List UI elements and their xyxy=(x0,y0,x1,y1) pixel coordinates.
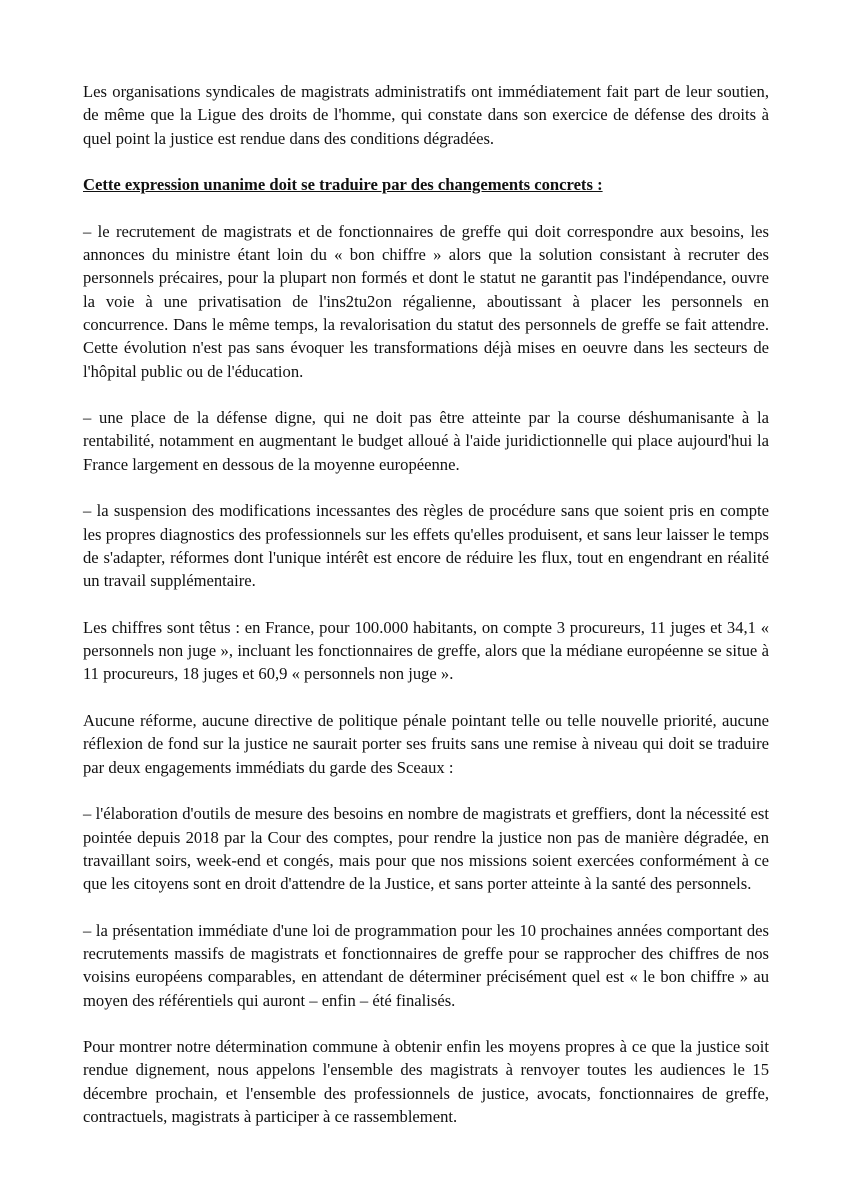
document-page xyxy=(83,80,769,1152)
paragraph-support: Les organisations syndicales de magistrats administratifs ont immédiatement fait part de leur soutien, de même que la Ligue des droits de l'homme, qui constate dans son exercice de défense des droits à quel point la justice est rendue dans des conditions dégradées. xyxy=(83,82,769,148)
section-heading: Cette expression unanime doit se traduire par des changements concrets : xyxy=(83,175,603,195)
paragraph-call-to-action: Pour montrer notre détermination commune à obtenir enfin les moyens propres à ce que la justice soit rendue dignement, nous appelons l'ensemble des magistrats à renvoyer toutes les audiences le 15 décembre prochain, et l'ensemble des professionnels de justice, avocats, fonctionnaires de greffe, contractuels, magistrats à participer à ce rassemblement. xyxy=(83,1037,769,1127)
paragraph-recruitment: – le recrutement de magistrats et de fonctionnaires de greffe qui doit correspondre aux besoins, les annonces du ministre étant loin du « bon chiffre » alors que la solution consistant à recruter des personnels précaires, pour la plupart non formés et dont le statut ne garantit pas l'indépendance, ouvre la voie à une privatisation de l'ins2tu2on régalienne, aboutissant à placer les personnels en concurrence. Dans le même temps, la revalorisation du statut des personnels de greffe se fait attendre. Cette évolution n'est pas sans évoquer les transformations déjà mises en oeuvre dans les secteurs de l'hôpital public ou de l'éducation. xyxy=(83,221,769,381)
paragraph-measurement-tools: – l'élaboration d'outils de mesure des besoins en nombre de magistrats et greffiers, dont la nécessité est pointée depuis 2018 par la Cour des comptes, pour rendre la justice non pas de manière dégradée, en travaillant soirs, week-end et congés, mais pour que nos missions soient exercées conformément à ce que les citoyens sont en droit d'attendre de la Justice, et sans porter atteinte à la santé des personnels. xyxy=(83,804,769,894)
paragraph-defense: – une place de la défense digne, qui ne doit pas être atteinte par la course déshumanisante à la rentabilité, notamment en augmentant le budget alloué à l'aide juridictionnelle qui place aujourd'hui la France largement en dessous de la moyenne européenne. xyxy=(83,408,769,474)
paragraph-figures: Les chiffres sont têtus : en France, pour 100.000 habitants, on compte 3 procureurs, 11 juges et 34,1 « personnels non juge », incluant les fonctionnaires de greffe, alors que la médiane européenne se situe à 11 procureurs, 18 juges et 60,9 « personnels non juge ». xyxy=(83,617,769,684)
paragraph-reform: Aucune réforme, aucune directive de politique pénale pointant telle ou telle nouvelle priorité, aucune réflexion de fond sur la justice ne saurait porter ses fruits sans une remise à niveau qui doit se traduire par deux engagements immédiats du garde des Sceaux : xyxy=(83,711,769,777)
paragraph-procedure: – la suspension des modifications incessantes des règles de procédure sans que soient pris en compte les propres diagnostics des professionnels sur les effets qu'elles produisent, et sans leur laisser le temps de s'adapter, réformes dont l'unique intérêt est encore de réduire les flux, tout en engendrant en réalité un travail supplémentaire. xyxy=(83,501,769,591)
paragraph-programming-law: – la présentation immédiate d'une loi de programmation pour les 10 prochaines années comportant des recrutements massifs de magistrats et fonctionnaires de greffe pour se rapprocher des chiffres de nos voisins européens comparables, en attendant de déterminer précisément quel est « le bon chiffre » au moyen des référentiels qui auront – enfin – été finalisés. xyxy=(83,920,769,1010)
